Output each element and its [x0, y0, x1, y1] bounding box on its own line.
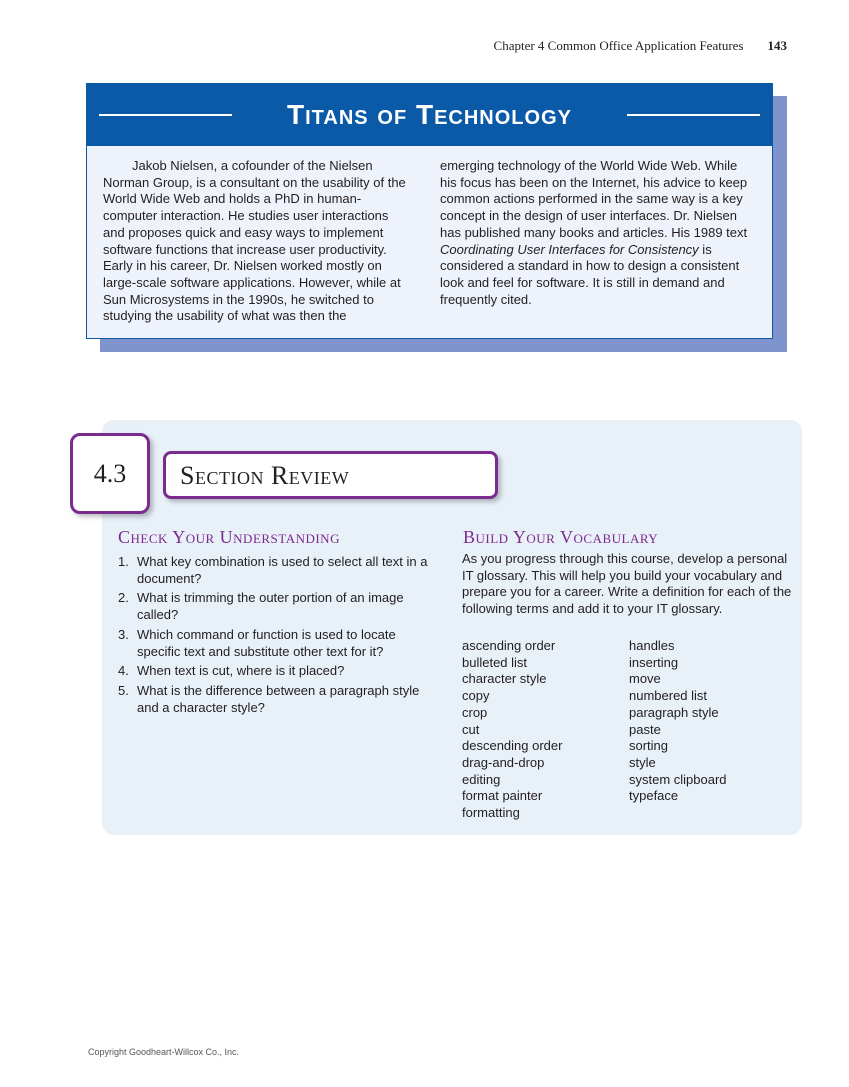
- question-item: 2. What is trimming the outer portion of an image called?: [118, 590, 404, 623]
- question-item: 1. What key combination is used to select all text in a document?: [118, 554, 428, 586]
- vocab-term: paste: [629, 721, 661, 737]
- vocab-term: typeface: [629, 788, 679, 804]
- rule: [627, 114, 760, 116]
- section-review-title: Section Review: [163, 451, 498, 499]
- vocab-term: move: [629, 671, 661, 687]
- section-number-badge: 4.3: [70, 433, 150, 514]
- titans-header: [87, 84, 772, 146]
- check-heading: Check Your Understanding: [118, 527, 340, 547]
- titans-box: [86, 83, 773, 339]
- question-item: 5. What is the difference between a paragraph style and a character style?: [118, 682, 420, 715]
- vocab-term: system clipboard: [629, 771, 727, 787]
- vocab-term: style: [629, 754, 656, 770]
- vocab-term: bulleted list: [462, 654, 528, 670]
- vocab-term: crop: [462, 704, 488, 720]
- vocab-heading: Build Your Vocabulary: [463, 527, 659, 547]
- vocab-term: format painter: [462, 788, 543, 804]
- vocab-term: numbered list: [629, 688, 708, 704]
- question-list: [118, 554, 440, 719]
- vocab-term: formatting: [462, 805, 520, 821]
- vocab-col-1: [462, 638, 562, 822]
- titans-title: Titans of Technology: [287, 99, 572, 130]
- vocab-term: inserting: [629, 654, 679, 670]
- titans-col2: emerging technology of the World Wide Web. While his focus has been on the Internet, his advice to keep common actions performed in the same way is a key concept in the design of user interfaces. Dr. Nielsen has published many books and articles. His 1989 text Coordinating User Interfaces for Consistency is considered a standard in how to design a consistent look and feel for software. It is still in demand and frequently cited.: [440, 158, 748, 307]
- vocab-term: editing: [462, 771, 501, 787]
- chapter-title: Chapter 4 Common Office Application Features: [493, 38, 744, 53]
- vocab-term: paragraph style: [629, 704, 719, 720]
- page-number: 143: [767, 38, 787, 53]
- vocab-term: cut: [462, 721, 480, 737]
- vocab-term: descending order: [462, 738, 563, 754]
- vocab-intro: As you progress through this course, develop a personal IT glossary. This will help you build your vocabulary and prepare you for a career. Write a definition for each of the following terms and add it to your IT glossary.: [462, 551, 792, 617]
- rule: [99, 114, 232, 116]
- vocab-term: sorting: [629, 738, 669, 754]
- vocab-term: drag-and-drop: [462, 754, 545, 770]
- vocab-term: character style: [462, 671, 547, 687]
- vocab-col-2: [629, 638, 727, 805]
- vocab-term: copy: [462, 688, 490, 704]
- vocab-term: ascending order: [462, 638, 556, 653]
- running-header: [494, 38, 787, 54]
- copyright: Copyright Goodheart-Willcox Co., Inc.: [88, 1047, 240, 1057]
- vocab-term: handles: [629, 638, 675, 653]
- question-item: 3. Which command or function is used to locate specific text and substitute other text for it?: [118, 626, 396, 659]
- question-item: 4. When text is cut, where is it placed?: [118, 663, 345, 679]
- titans-col1: Jakob Nielsen, a cofounder of the Nielsen Norman Group, is a consultant on the usability of the World Wide Web and holds a PhD in human-computer interaction. He studies user interactions and proposes quick and easy ways to implement software functions that increase user productivity. Early in his career, Dr. Nielsen worked mostly on large-scale software applications. However, while at Sun Microsystems in the 1990s, he switched to studying the usability of what was then the: [103, 158, 406, 324]
